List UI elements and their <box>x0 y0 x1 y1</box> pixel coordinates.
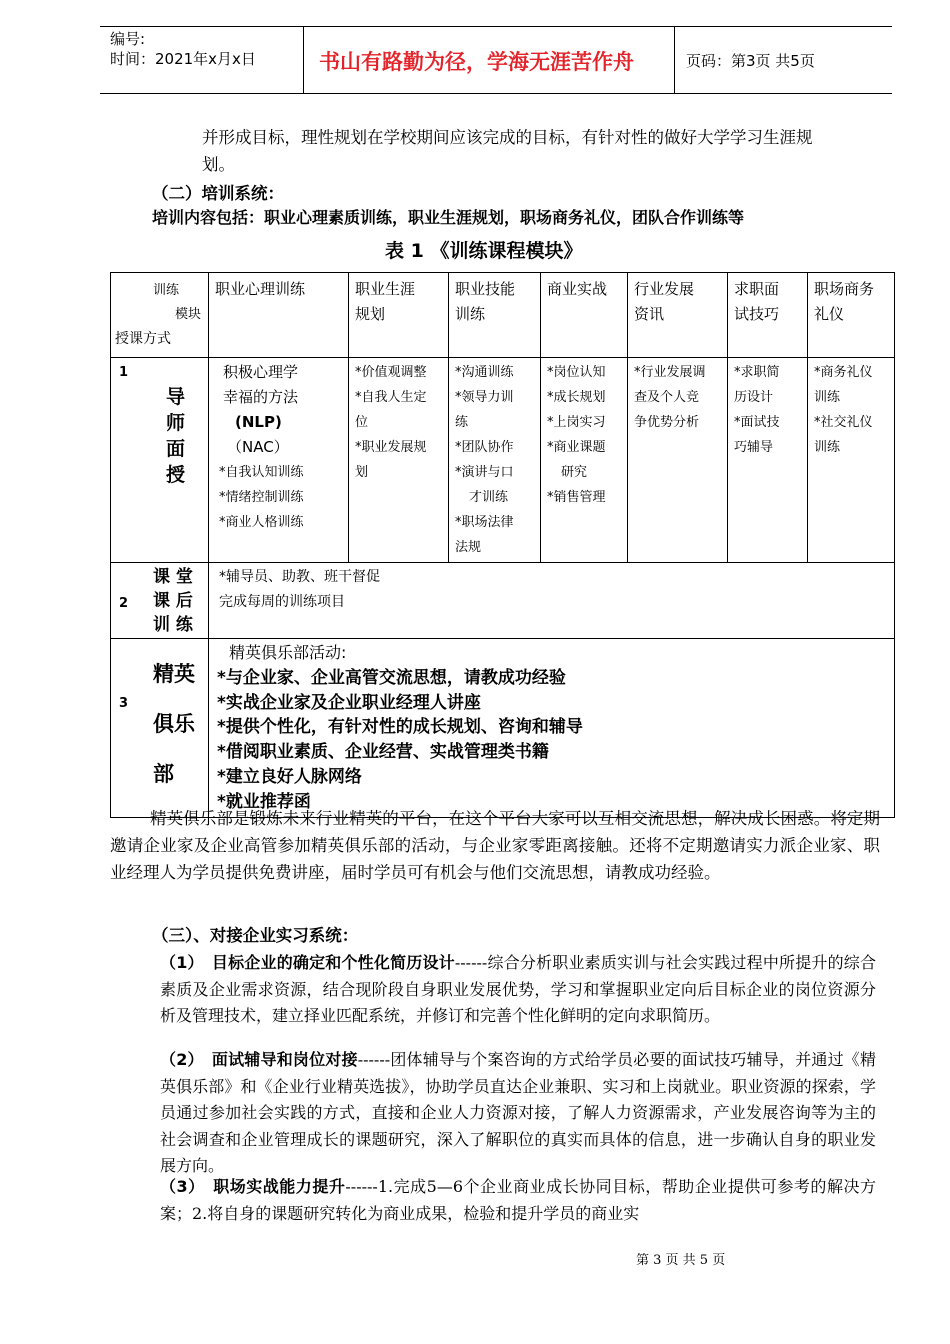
table-header-row <box>111 273 895 358</box>
cell-line: 完成每周的训练项目 <box>219 594 345 610</box>
cell-line: *演讲与口 <box>455 465 514 480</box>
cell-line: 练 <box>455 415 469 430</box>
table-row-3 <box>111 639 895 818</box>
course-table <box>110 272 895 818</box>
cell-line: *沟通训练 <box>455 365 514 380</box>
cell-line: *上岗实习 <box>547 415 606 430</box>
intro-line-1: 并形成目标，理性规划在学校期间应该完成的目标，有针对性的做好大学学习生涯规 <box>202 128 813 147</box>
row2-mode-line: 课 堂 <box>153 567 193 587</box>
cell-line: *实战企业家及企业职业经理人讲座 <box>217 692 481 713</box>
table-title: 表 1 《训练课程模块》 <box>385 240 583 262</box>
cell-line: *价值观调整 <box>355 365 427 380</box>
header-cell-business: 商业实战 <box>541 273 628 358</box>
cell-line: *成长规划 <box>547 390 606 405</box>
row2-content-cell <box>209 563 895 639</box>
cell-line: 研究 <box>561 465 588 480</box>
header-psych-label: 职业心理训练 <box>215 280 306 298</box>
header-divider-left <box>303 26 304 94</box>
cell-line: *行业发展调 <box>634 365 706 380</box>
header-divider-right <box>674 26 675 94</box>
item-3-text: ------1.完成5—6个企业商业成长协同目标，帮助企业提供可参考的解决方案；2.将自身的课题研究转化为商业成果，检验和提升学员的商业实 <box>160 1177 876 1223</box>
header-cell-etiquette: 职场商务 礼仪 <box>808 273 895 358</box>
cell-line: *职业发展规 <box>355 440 427 455</box>
section3-item-1 <box>160 950 876 1030</box>
cell-line: *岗位认知 <box>547 365 606 380</box>
cell-line: 历设计 <box>734 390 774 405</box>
cell-line: *社交礼仪 <box>814 415 873 430</box>
cell-line: *销售管理 <box>547 490 606 505</box>
cell-line: *团队协作 <box>455 440 514 455</box>
cell-line: 才训练 <box>469 490 509 505</box>
cell-line: 积极心理学 <box>223 363 299 381</box>
header-bottom-rule <box>100 93 892 94</box>
header-time-label: 时间：2021年x月x日 <box>110 50 256 68</box>
cell-line: 训练 <box>814 440 841 455</box>
row1-industry-cell <box>628 358 728 563</box>
cell-line: *辅导员、助教、班干督促 <box>219 569 380 585</box>
item-3-title: （3） 职场实战能力提升 <box>160 1177 346 1196</box>
cell-line: 法规 <box>455 540 482 555</box>
cell-line: *自我人生定 <box>355 390 427 405</box>
cell-line: (NLP) <box>235 413 282 431</box>
corner-cell <box>111 273 209 358</box>
cell-line: 查及个人竞 <box>634 390 700 405</box>
item-1-text: ------综合分析职业素质实训与社会实践过程中所提升的综合素质及企业需求资源，结合现阶段自身职业发展优势，学习和掌握职业定向后目标企业的岗位资源分析及管理技术，建立择业匹配系统，并修订和完善个性化鲜明的定向求职简历。 <box>160 953 876 1025</box>
row3-mode-line: 俱乐 <box>153 712 195 736</box>
row2-mode-line: 课 后 <box>153 591 193 611</box>
club-paragraph: 精英俱乐部是锻炼未来行业精英的平台，在这个平台大家可以互相交流思想，解决成长困惑。将定期邀请企业家及企业高管参加精英俱乐部的活动，与企业家零距离接触。还将不定期邀请实力派企业家、职业经理人为学员提供免费讲座，届时学员可有机会与他们交流思想，请教成功经验。 <box>110 809 880 882</box>
cell-line: 划 <box>355 465 369 480</box>
section3-heading: （三）、对接企业实习系统： <box>152 926 359 945</box>
section2-content: 培训内容包括：职业心理素质训练，职业生涯规划，职场商务礼仪，团队合作训练等 <box>152 208 745 227</box>
page-footer: 第 3 页 共 5 页 <box>636 1253 726 1268</box>
row1-etiquette-cell <box>808 358 895 563</box>
row1-interview-cell <box>728 358 808 563</box>
cell-line: *提供个性化，有针对性的成长规划、咨询和辅导 <box>217 717 583 738</box>
table-row-2 <box>111 563 895 639</box>
cell-line: （NAC） <box>227 438 289 456</box>
header-page-label: 页码：第3页 共5页 <box>686 52 815 70</box>
cell-line: *就业推荐函 <box>217 791 311 812</box>
cell-line: *职场法律 <box>455 515 514 530</box>
header-cell-psych <box>209 273 349 358</box>
intro-line-2: 划。 <box>202 155 235 174</box>
cell-line: 幸福的方法 <box>223 388 299 406</box>
cell-line: *建立良好人脉网络 <box>217 766 362 787</box>
header-cell-career: 职业生涯 规划 <box>349 273 449 358</box>
row3-mode-line: 部 <box>153 762 174 786</box>
row3-number: 3 <box>119 696 129 711</box>
row2-mode-line: 训 练 <box>153 615 193 635</box>
cell-line: *求职简 <box>734 365 780 380</box>
section2-heading: （二）培训系统： <box>152 184 284 203</box>
item-2-text: ------团体辅导与个案咨询的方式给学员必要的面试技巧辅导，并通过《精英俱乐部》和《企业行业精英选拔》，协助学员直达企业兼职、实习和上岗就业。职业资源的探索，学员通过参加社会实践的方式，直接和企业人力资源对接，了解人力资源需求，产业发展咨询等为主的社会调查和企业管理成长的课题研究，深入了解职位的真实而具体的信息，进一步确认自身的职业发展方向。 <box>160 1050 876 1175</box>
cell-line: *自我认知训练 <box>219 465 304 480</box>
cell-line: *商业课题 <box>547 440 606 455</box>
corner-line-module: 模块 <box>175 307 202 322</box>
row1-mode-char: 授 <box>166 464 186 486</box>
header-number-label: 编号: <box>110 30 146 48</box>
cell-line: *借阅职业素质、企业经营、实战管理类书籍 <box>217 742 549 763</box>
cell-line: *商业人格训练 <box>219 515 304 530</box>
cell-line: 训练 <box>814 390 841 405</box>
row1-business-cell <box>541 358 628 563</box>
header-cell-industry: 行业发展 资讯 <box>628 273 728 358</box>
header-top-rule <box>100 26 892 27</box>
row1-career-cell <box>349 358 449 563</box>
section3-item-2 <box>160 1047 876 1180</box>
cell-line: 巧辅导 <box>734 440 774 455</box>
cell-line: *与企业家、企业高管交流思想，请教成功经验 <box>217 667 566 688</box>
row1-mode-char: 师 <box>166 412 186 434</box>
cell-line: *情绪控制训练 <box>219 490 304 505</box>
item-2-title: （2） 面试辅导和岗位对接 <box>160 1050 358 1069</box>
corner-line-mode: 授课方式 <box>115 331 171 347</box>
cell-line: *面试技 <box>734 415 780 430</box>
section3-item-3 <box>160 1174 876 1227</box>
row1-mode-char: 面 <box>166 438 186 460</box>
row1-mode-cell <box>111 358 209 563</box>
cell-line: *领导力训 <box>455 390 514 405</box>
cell-line: 精英俱乐部活动: <box>229 643 347 662</box>
row1-psych-cell <box>209 358 349 563</box>
item-1-title: （1） 目标企业的确定和个性化简历设计 <box>160 953 455 972</box>
header-motto: 书山有路勤为径，学海无涯苦作舟 <box>319 50 634 74</box>
row3-mode-line: 精英 <box>153 662 195 686</box>
row1-skills-cell <box>449 358 541 563</box>
cell-line: 争优势分析 <box>634 415 700 430</box>
table-row-1 <box>111 358 895 563</box>
row3-content-cell <box>209 639 895 818</box>
row1-mode-char: 导 <box>166 386 186 408</box>
row3-mode-cell <box>111 639 209 818</box>
row1-number: 1 <box>119 365 129 380</box>
header-cell-interview: 求职面 试技巧 <box>728 273 808 358</box>
row2-mode-cell <box>111 563 209 639</box>
cell-line: *商务礼仪 <box>814 365 873 380</box>
header-cell-skills: 职业技能 训练 <box>449 273 541 358</box>
corner-line-train: 训练 <box>153 283 180 298</box>
cell-line: 位 <box>355 415 369 430</box>
row2-number: 2 <box>119 596 129 611</box>
